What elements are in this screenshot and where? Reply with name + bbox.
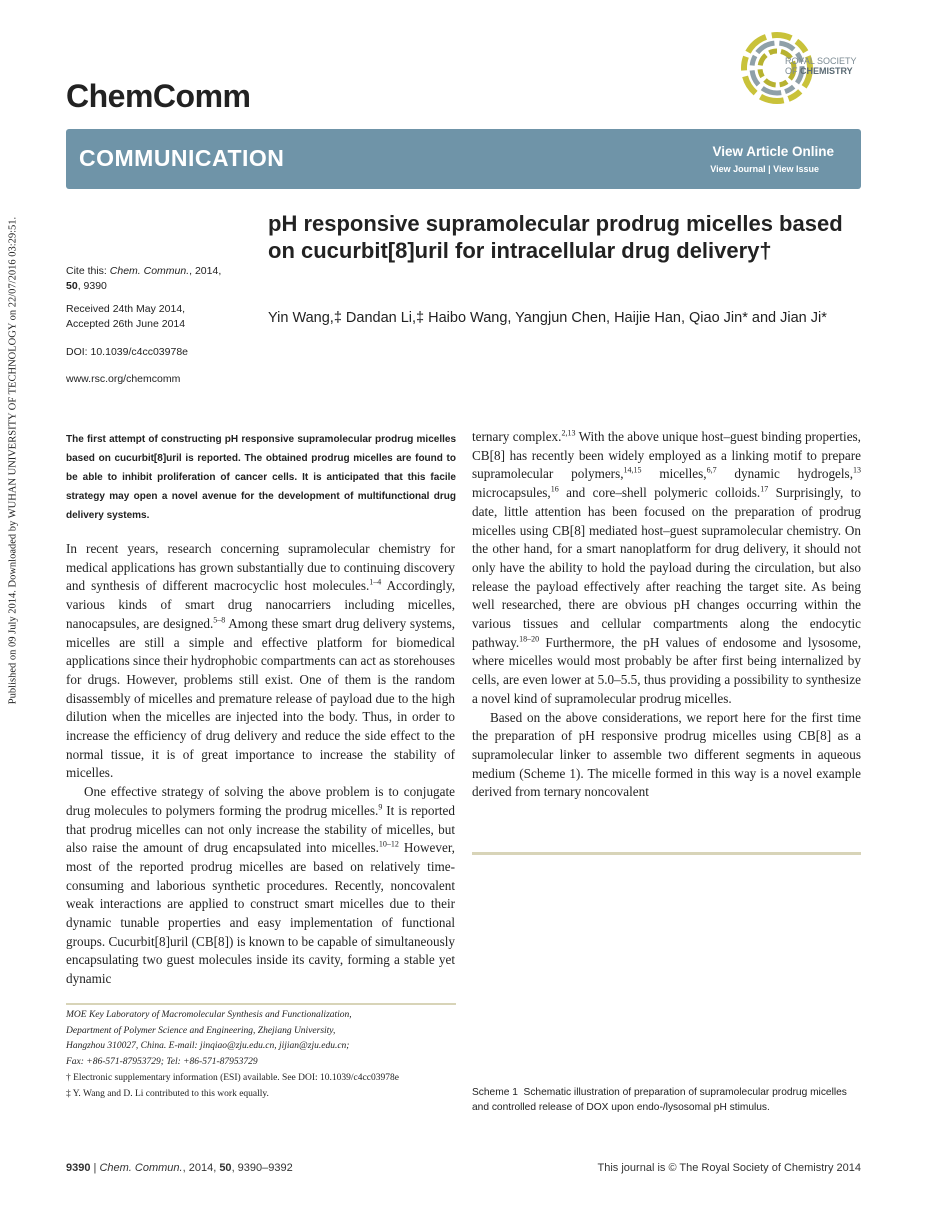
download-watermark: Published on 09 July 2014. Downloaded by WUHAN UNIVERSITY OF TECHNOLOGY on 22/07/2016 03:29:51. [7,216,19,705]
footnotes [66,1008,456,1102]
article-type: COMMUNICATION [79,145,285,171]
paragraph: Based on the above considerations, we report here for the first time the preparation of pH responsive prodrug micelles using CB[8] as a supramolecular linker to assemble two different segments in aqueous medium (Scheme 1). The micelle formed in this way is a novel example derived from ternary noncovalent [472,709,861,800]
abstract: The first attempt of constructing pH responsive supramolecular prodrug micelles based on cucurbit[8]uril is reported. The obtained prodrug micelles are found to be able to inhibit proliferation of cancer cells. It is anticipated that this facile strategy may open a novel avenue for the development of multifunctional drug delivery systems. [66,434,456,521]
article-title: pH responsive supramolecular prodrug micelles based on cucurbit[8]uril for intracellular drug delivery† [268,211,843,263]
esi-note: † Electronic supplementary information (ESI) available. See DOI: 10.1039/c4cc03978e [66,1072,399,1083]
banner-sub-links [710,164,819,174]
affiliation-line: Fax: +86-571-87953729; Tel: +86-571-87953729 [66,1057,258,1068]
paragraph: In recent years, research concerning supramolecular chemistry for medical applications has grown substantially due to continuing discovery and synthesis of different macrocyclic host molecules.$^{1-4}$ Accordingly, various kinds of smart drug nanocarriers including micelles, nanocapsules, are designed.$^{5-8}$ Among these smart drug delivery systems, micelles are still a simple and effective platform for biomedical applications since their hydrophobic compartments can act as storehouses for drugs. However, problems still exist. One of them is the random disassembly of micelles and premature release of payload due to the high dilution when the micelles are injected into the body. Thus, in order to increase the efficiency of drug delivery and reduce the side effect to the normal tissue, it is of great importance to increase the stability of micelles. [66,541,456,781]
received-dates: Received 24th May 2014, Accepted 26th June 2014 [66,303,186,330]
scheme-caption: Scheme 1 Schematic illustration of preparation of supramolecular prodrug micelles and controlled release of DOX upon endo-/lysosomal pH stimulus. [472,1087,847,1113]
author-list: Yin Wang,‡ Dandan Li,‡ Haibo Wang, Yangjun Chen, Haijie Han, Qiao Jin* and Jian Ji* [268,310,827,326]
link-separator: | [765,164,774,174]
doi[interactable]: DOI: 10.1039/c4cc03978e [66,346,189,358]
view-article-online-link[interactable]: View Article Online [712,144,834,159]
body-column-right [472,428,861,802]
view-journal-link[interactable]: View Journal [710,164,766,174]
view-issue-link[interactable]: View Issue [773,164,819,174]
scheme-top-rule [472,852,861,855]
affiliation-line: MOE Key Laboratory of Macromolecular Synthesis and Functionalization, [66,1010,352,1020]
rsc-logo-line1: ROYAL SOCIETY [785,56,857,66]
scheme-label: Scheme 1 [472,1087,518,1098]
footnote-rule [66,1003,456,1005]
article-type-banner [66,129,861,189]
journal-url[interactable]: www.rsc.org/chemcomm [66,373,181,385]
rsc-logo[interactable] [737,26,867,110]
footer-copyright: This journal is © The Royal Society of Chemistry 2014 [597,1162,861,1174]
citation: Cite this: Chem. Commun., 2014, 50, 9390 [66,265,222,292]
rsc-logo-line2: OF CHEMISTRY [785,66,853,76]
paragraph: One effective strategy of solving the above problem is to conjugate drug molecules to polymers forming the prodrug micelles.$^9$ It is reported that prodrug micelles can not only increase the stability of micelles, but also raise the amount of drug encapsulated into micelles.$^{10-12}$ However, most of the reported prodrug micelles are based on relatively time-consuming and laborious synthetic procedures. Recently, noncovalent weak interactions are applied to construct smart micelles due to their dynamic tunable properties and easy implementation of functional groups. Cucurbit[8]uril (CB[8]) is known to be capable of simultaneously encapsulating two guest molecules inside its cavity, forming a stable yet dynamic [66,784,455,987]
affiliation-line: Hangzhou 310027, China. E-mail: jinqiao@zju.edu.cn, jijian@zju.edu.cn; [66,1041,350,1052]
affiliation-line: Department of Polymer Science and Engineering, Zhejiang University, [66,1025,336,1036]
footer-citation: 9390 | Chem. Commun., 2014, 50, 9390–9392 [66,1162,293,1174]
body-column-left [66,540,455,989]
journal-name: ChemComm [66,78,251,114]
contribution-note: ‡ Y. Wang and D. Li contributed to this work equally. [66,1088,269,1099]
paragraph: ternary complex.$^{2,13}$ With the above unique host–guest binding properties, CB[8] has recently been widely employed as a linking motif to prepare supramolecular polymers,$^{14,15}$ micelles,$^{6,7}$ dynamic hydrogels,$^{13}$ microcapsules,$^{16}$ and core–shell polymeric colloids.$^{17}$ Surprisingly, to date, little attention has been focused on the preparation of prodrug micelles using CB[8] mediated host–guest supramolecular chemistry. On the other hand, for a smart nanoplatform for drug delivery, it should not only have the ability to hold the payload during the circulation, but also release the payload effectively after reaching the target site. As being well researched, there are obvious pH changes occurring within the various tissues and cellular compartments along the endocytic pathway.$^{18-20}$ Furthermore, the pH values of endosome and lysosome, where micelles would most probably be after first being internalized by cells, are even lower at 5.0–5.5, thus providing a possibility to synthesize a novel kind of supramolecular prodrug micelles. [472,428,861,706]
